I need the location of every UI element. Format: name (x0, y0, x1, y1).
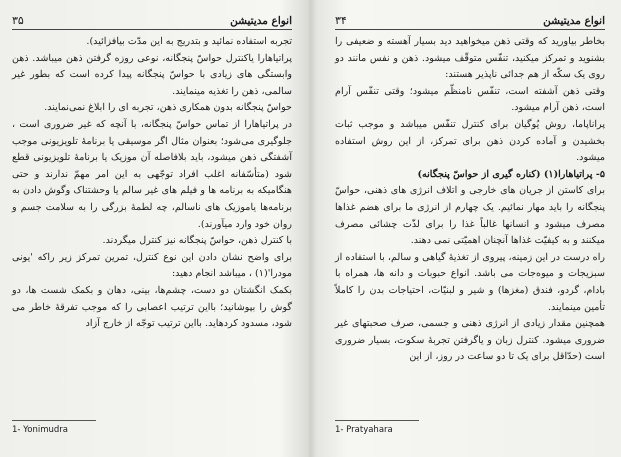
paragraph: پراناپاما، روش یُوگیان برای کنترل تنفّس میباشد و موجب ثبات بخشیدن و آماده کردن ذهن برای تمرکز، از این روش استفاده میشود. (335, 118, 605, 164)
page-body (335, 34, 605, 366)
paragraph: برای کاستن از جریان های خارجی و اتلاف انرژی های ذهنی، حواسّ پنجگانه را باید مهار نمائیم. یک چهارم از انرژی ما برای هضم غذاها مصرف میشود و انسانها غالباً غذا را برای لذّت چشائی مصرف میکنند و به کیفیّت غذاها آنچنان اهمیّتی نمی دهند. (335, 185, 605, 247)
page-header (335, 14, 605, 30)
paragraph: حواسّ پنجگانه بدون همکاری ذهن، تجربه ای را ابلاغ نمی‌نمایند. (44, 102, 292, 114)
page-number: ۳۴ (335, 14, 347, 27)
paragraph: پراتیاهارا یاکنترل حواسّ پنجگانه، نوعی روزه گرفتن ذهن میباشد. ذهن وابستگی های زیادی با حواسّ پنجگانه پیدا کرده است که بطور غیر سالمی، ذهن را تغذیه مینمایند. (12, 52, 292, 97)
paragraph: بخاطر بیاورید که وقتی ذهن میخواهید دید بسیار آهسته و ضعیفی را بشنوید و تمرکز میکنید، تنفّس متوقّف میشود. ذهن و نفس مانند دو روی یک سکّه از هم جدائی ناپذیر هستند: (335, 36, 605, 81)
footnote-rule (12, 420, 96, 421)
paragraph: راه درست در این زمینه، پیروی از تغذیهٔ گیاهی و سالم، با استفاده از سبزیجات و میوه‌جات می باشد. انواع حبوبات و دانه ها، همراه با بادام، گردو، فندق (مغزها) و شیر و لبنیّات، احتیاجات بدن را کاملاً تأمین مینمایند. (335, 251, 605, 313)
left-page (0, 0, 306, 457)
paragraph: بکمک انگشتان دو دست، چشم‌ها، بینی، دهان و بکمک شست ها، دو گوش را بپوشانید؛ بااین ترتیب اعصابی را که موجب تفرقهٔ خاطر می شود، مسدود کردهاید. بااین ترتیب توجّه از خارج آزاد (12, 284, 292, 330)
section-heading: ۵- پراتیاهارا(۱) (کناره گیری از حواسّ پنجگانه) (417, 168, 605, 180)
paragraph: برای واضح نشان دادن این نوع کنترل، تمرین تمرکز زیر راکه 'یونی مودرا'(۱) ، میباشد انجام دهید: (12, 251, 292, 280)
page-body (12, 34, 292, 333)
paragraph: با کنترل ذهن، حواسّ پنجگانه نیز کنترل میگردند. (102, 235, 292, 247)
page-header (12, 14, 292, 30)
paragraph: در پراتیاهارا از تماس حواسّ پنجگانه، با آنچه که غیر ضروری است ، جلوگیری می‌شود؛ بعنوان مثال اگر موسیقی یا برنامهٔ تلویزیونی موجب آشفتگی ذهن میشود، باید بلافاصله آن موزیک یا برنامهٔ تلویزیونی قطع شود (متأسّفانه اغلب افراد توجّهی به این امر مهمّ ندارند و حتی هنگامیکه به برنامه ها و فیلم های غیر سالم یا وحشتناک وگوش دادن به برنامه‌ها یاموزیک های ناسالم، چه لطمهٔ بزرگی را به سلامت جسم و روان خود وارد میآورند). (12, 118, 292, 230)
right-page (313, 0, 621, 457)
footnote: 1- Yonimudra (12, 425, 68, 435)
running-title: انواع مدیتیشن (543, 15, 605, 27)
running-title: انواع مدیتیشن (230, 15, 292, 27)
paragraph: وقتی ذهن آشفته است، تنفّس نامنظّم میشود؛ وقتی تنفّس آرام است، ذهن آرام میشود. (335, 85, 605, 114)
footnote: 1- Pratyahara (335, 425, 393, 435)
page-number: ۳۵ (12, 14, 24, 27)
footnote-rule (335, 420, 419, 421)
paragraph: همچنین مقدار زیادی از انرژی ذهنی و جسمی، صرف صحبتهای غیر ضروری میشود. کنترل زبان و یاگرفتن تجربهٔ سکوت، بسیار ضروری است (حدّاقل برای یک تا دو ساعت در روز، از این (335, 318, 605, 363)
paragraph: تجربه استفاده نمائید و بتدریج به این مدّت بیافزائید). (86, 36, 292, 47)
